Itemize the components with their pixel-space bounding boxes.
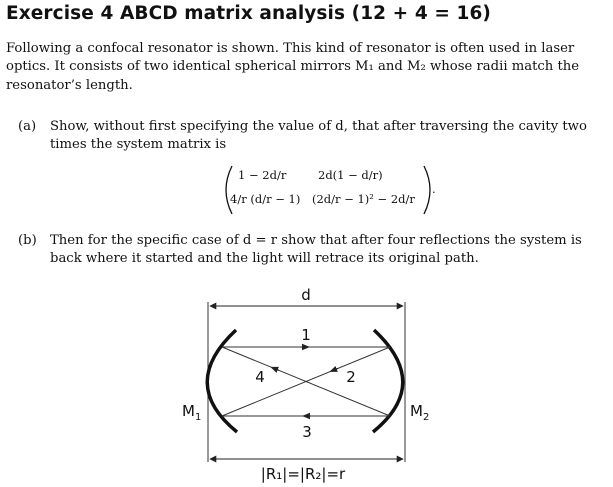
part-b-line-2: back where it started and the light will retrace its original path. — [50, 251, 479, 267]
intro-line-1: Following a confocal resonator is shown. This kind of resonator is often used in laser — [6, 41, 575, 56]
intro-line-3: resonator’s length. — [6, 77, 133, 93]
mirror-2 — [373, 330, 403, 432]
matrix-entry-12: 2d(1 − d/r) — [318, 168, 383, 182]
part-a-line-1: Show, without first specifying the value of d, that after traversing the cavity two — [50, 119, 587, 134]
matrix-period: . — [432, 182, 436, 196]
radius-caption: |R₁|=|R₂|=r — [260, 465, 346, 483]
path-label-2: 2 — [346, 368, 356, 386]
path-label-3: 3 — [302, 423, 312, 441]
mirror-2-letter: M — [410, 402, 423, 420]
path-label-1: 1 — [301, 326, 311, 344]
matrix-entry-11: 1 − 2d/r — [238, 168, 287, 182]
mirror-1 — [207, 330, 237, 432]
part-b-line-1: Then for the specific case of d = r show that after four reflections the system is — [50, 233, 582, 248]
d-label: d — [301, 286, 311, 304]
mirror-1-label — [182, 402, 201, 423]
mirror-1-letter: M — [182, 402, 195, 420]
path-label-4: 4 — [255, 368, 265, 386]
mirror-2-subscript: 2 — [422, 412, 430, 423]
mirror-1-subscript: 1 — [194, 412, 202, 423]
part-a-line-2: times the system matrix is — [50, 137, 227, 153]
intro-line-2: optics. It consists of two identical spherical mirrors M₁ and M₂ whose radii match the — [6, 59, 580, 75]
matrix-entry-22: (2d/r − 1)² − 2d/r — [312, 192, 415, 206]
ray-4-arrow — [274, 368, 279, 370]
part-b-label: (b) — [18, 233, 37, 248]
matrix-entry-21: 4/r (d/r − 1) — [230, 192, 301, 206]
exercise-title: Exercise 4 ABCD matrix analysis (12 + 4 = 16) — [6, 3, 491, 24]
ray-2-arrow — [333, 368, 338, 370]
part-a-label: (a) — [18, 119, 37, 134]
mirror-2-label — [410, 402, 429, 423]
